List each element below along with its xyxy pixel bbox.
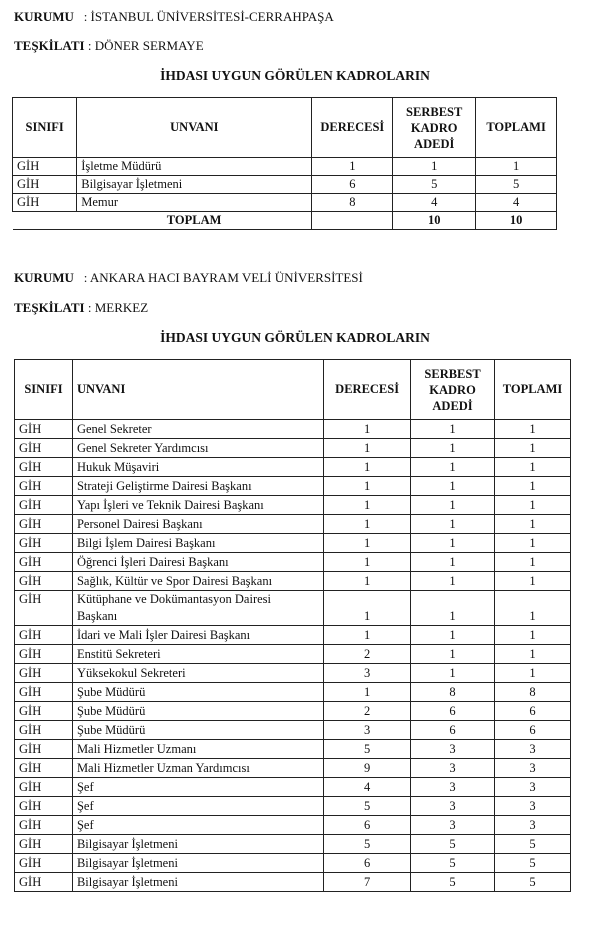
cell-unvani [72,591,323,626]
cell-adet: 1 [411,572,495,591]
cell-derecesi: 2 [324,702,411,721]
table-header-row [13,98,557,158]
cell-toplam: 3 [495,759,571,778]
table-row [15,816,571,835]
cell-adet: 1 [411,664,495,683]
cell-sinifi: GİH [15,458,73,477]
section-title-1: İHDASI UYGUN GÖRÜLEN KADROLARIN [160,68,430,83]
total-derece-blank [312,212,393,230]
table-row [15,534,571,553]
cell-sinifi: GİH [15,420,73,439]
header-adedi: ADEDİ [432,398,473,413]
cell-adet: 5 [411,854,495,873]
cell-unvani: Strateji Geliştirme Dairesi Başkanı [72,477,323,496]
cell-sinifi: GİH [15,740,73,759]
cell-sinifi: GİH [15,797,73,816]
cell-toplam: 1 [495,477,571,496]
cell-derecesi: 6 [324,854,411,873]
cell-unvani: Genel Sekreter [72,420,323,439]
kurumu-label-2: KURUMU [14,270,74,285]
cell-adet: 1 [411,645,495,664]
table-row [15,797,571,816]
table-row [15,835,571,854]
cell-derecesi: 1 [324,553,411,572]
cell-unvani: Personel Dairesi Başkanı [72,515,323,534]
cell-unvani: Genel Sekreter Yardımcısı [72,439,323,458]
cell-sinifi: GİH [13,158,77,176]
cell-adet: 6 [411,721,495,740]
cell-unvani: Enstitü Sekreteri [72,645,323,664]
cell-toplam: 1 [495,664,571,683]
cell-toplam: 3 [495,797,571,816]
header-toplami: TOPLAMI [476,98,557,158]
table-row [15,626,571,645]
cell-derecesi: 1 [324,458,411,477]
total-toplam: 10 [476,212,557,230]
cell-unvani: Yüksekokul Sekreteri [72,664,323,683]
table-row [15,458,571,477]
cell-adet: 5 [411,873,495,892]
cell-derecesi: 1 [324,477,411,496]
kadro-table-2 [14,359,571,892]
header-adedi: ADEDİ [414,136,455,151]
cell-derecesi: 1 [324,572,411,591]
cell-unvani: Şef [72,778,323,797]
cell-unvani: Şube Müdürü [72,702,323,721]
table-row [15,515,571,534]
cell-sinifi: GİH [15,683,73,702]
cell-toplam: 1 [495,553,571,572]
cell-unvani: Sağlık, Kültür ve Spor Dairesi Başkanı [72,572,323,591]
cell-derecesi: 3 [324,721,411,740]
cell-unvani: Şef [72,797,323,816]
cell-adet: 1 [411,496,495,515]
cell-derecesi: 7 [324,873,411,892]
cell-toplam: 3 [495,740,571,759]
cell-sinifi: GİH [15,759,73,778]
cell-sinifi: GİH [15,591,73,626]
cell-derecesi: 1 [324,626,411,645]
cell-derecesi: 4 [324,778,411,797]
header-sinifi: SINIFI [13,98,77,158]
header-kadro: KADRO [410,120,458,135]
cell-unvani: Bilgisayar İşletmeni [72,854,323,873]
cell-derecesi: 1 [324,439,411,458]
cell-toplam: 5 [495,835,571,854]
cell-toplam: 1 [495,439,571,458]
total-blank-cell [13,212,77,230]
cell-adet: 1 [393,158,476,176]
cell-sinifi: GİH [15,645,73,664]
cell-adet: 5 [411,835,495,854]
header-unvani: UNVANI [72,360,323,420]
table-row [15,721,571,740]
kurumu-label-1: KURUMU [14,9,74,24]
table-row [15,645,571,664]
cell-sinifi: GİH [15,702,73,721]
cell-adet: 1 [411,553,495,572]
cell-adet: 1 [411,420,495,439]
cell-sinifi: GİH [15,721,73,740]
table-row [15,553,571,572]
cell-unvani-line-2: Başkanı [76,609,118,623]
table-row [15,778,571,797]
cell-unvani: Bilgisayar İşletmeni [72,835,323,854]
cell-unvani-line-1: Kütüphane ve Dokümantasyon Dairesi [76,592,271,606]
cell-toplam: 1 [476,158,557,176]
section-title-2: İHDASI UYGUN GÖRÜLEN KADROLARIN [160,330,430,345]
cell-unvani: Bilgisayar İşletmeni [77,176,312,194]
table-row [15,439,571,458]
header-sinifi: SINIFI [15,360,73,420]
header-derecesi: DERECESİ [324,360,411,420]
cell-unvani: Şube Müdürü [72,683,323,702]
cell-adet: 4 [393,194,476,212]
cell-adet: 1 [411,477,495,496]
header-serbest-kadro-adedi [411,360,495,420]
table-row [15,702,571,721]
cell-adet: 1 [411,626,495,645]
cell-unvani: Yapı İşleri ve Teknik Dairesi Başkanı [72,496,323,515]
cell-adet: 1 [411,515,495,534]
kurumu-line-1 [14,9,334,25]
cell-toplam: 5 [495,873,571,892]
teskilati-value-1: : DÖNER SERMAYE [87,38,204,53]
cell-toplam: 1 [495,626,571,645]
header-serbest-kadro-adedi [393,98,476,158]
total-label: TOPLAM [77,212,312,230]
cell-derecesi: 1 [324,534,411,553]
cell-unvani: Öğrenci İşleri Dairesi Başkanı [72,553,323,572]
table-row [15,420,571,439]
cell-adet: 1 [411,534,495,553]
cell-toplam: 1 [495,591,571,626]
teskilati-label-1: TEŞKİLATI [14,38,85,53]
cell-derecesi: 1 [324,420,411,439]
cell-toplam: 5 [476,176,557,194]
cell-sinifi: GİH [15,854,73,873]
table-row [15,740,571,759]
cell-derecesi: 3 [324,664,411,683]
table-row [15,664,571,683]
cell-unvani: Memur [77,194,312,212]
cell-unvani: Mali Hizmetler Uzmanı [72,740,323,759]
cell-sinifi: GİH [15,778,73,797]
kurumu-value-2: : ANKARA HACI BAYRAM VELİ ÜNİVERSİTESİ [83,270,363,285]
cell-derecesi: 1 [324,515,411,534]
cell-toplam: 8 [495,683,571,702]
cell-derecesi: 8 [312,194,393,212]
cell-adet: 5 [393,176,476,194]
cell-derecesi: 6 [312,176,393,194]
cell-derecesi: 5 [324,740,411,759]
cell-adet: 6 [411,702,495,721]
cell-derecesi: 5 [324,797,411,816]
cell-derecesi: 1 [324,591,411,626]
cell-derecesi: 6 [324,816,411,835]
table-row [15,477,571,496]
table-row [15,873,571,892]
header-unvani: UNVANI [77,98,312,158]
table-row [15,759,571,778]
cell-derecesi: 9 [324,759,411,778]
cell-toplam: 1 [495,645,571,664]
cell-sinifi: GİH [15,835,73,854]
cell-toplam: 5 [495,854,571,873]
kurumu-line-2 [14,270,363,286]
cell-sinifi: GİH [15,439,73,458]
cell-adet: 8 [411,683,495,702]
cell-derecesi: 1 [312,158,393,176]
table-row [13,158,557,176]
cell-adet: 3 [411,797,495,816]
cell-sinifi: GİH [15,477,73,496]
cell-toplam: 3 [495,778,571,797]
teskilati-label-2: TEŞKİLATI [14,300,85,315]
cell-toplam: 6 [495,702,571,721]
cell-sinifi: GİH [15,534,73,553]
cell-sinifi: GİH [15,553,73,572]
cell-adet: 3 [411,740,495,759]
cell-unvani: Bilgi İşlem Dairesi Başkanı [72,534,323,553]
header-serbest: SERBEST [424,366,481,381]
cell-toplam: 1 [495,420,571,439]
header-kadro: KADRO [429,382,476,397]
header-serbest: SERBEST [406,104,463,119]
table-row [13,194,557,212]
cell-toplam: 1 [495,534,571,553]
table-row [15,572,571,591]
cell-derecesi: 2 [324,645,411,664]
teskilati-value-2: : MERKEZ [87,300,149,315]
cell-sinifi: GİH [13,176,77,194]
cell-adet: 3 [411,816,495,835]
cell-toplam: 1 [495,496,571,515]
cell-sinifi: GİH [15,873,73,892]
cell-toplam: 1 [495,458,571,477]
cell-derecesi: 5 [324,835,411,854]
total-row [13,212,557,230]
cell-unvani: Şef [72,816,323,835]
header-derecesi: DERECESİ [312,98,393,158]
cell-derecesi: 1 [324,683,411,702]
cell-unvani: Bilgisayar İşletmeni [72,873,323,892]
kurumu-value-1: : İSTANBUL ÜNİVERSİTESİ-CERRAHPAŞA [83,9,334,24]
cell-adet: 3 [411,759,495,778]
cell-toplam: 6 [495,721,571,740]
total-adet: 10 [393,212,476,230]
cell-adet: 3 [411,778,495,797]
cell-toplam: 1 [495,515,571,534]
table-row [15,854,571,873]
header-toplami: TOPLAMI [495,360,571,420]
cell-toplam: 4 [476,194,557,212]
cell-sinifi: GİH [15,626,73,645]
cell-unvani: İdari ve Mali İşler Dairesi Başkanı [72,626,323,645]
teskilati-line-1 [14,38,204,54]
table-row [15,591,571,626]
table-row [15,683,571,702]
cell-derecesi: 1 [324,496,411,515]
cell-adet: 1 [411,439,495,458]
cell-unvani: Hukuk Müşaviri [72,458,323,477]
cell-sinifi: GİH [13,194,77,212]
table-row [15,496,571,515]
kadro-table-1 [12,97,557,230]
cell-adet: 1 [411,591,495,626]
cell-sinifi: GİH [15,816,73,835]
cell-unvani: Mali Hizmetler Uzman Yardımcısı [72,759,323,778]
cell-sinifi: GİH [15,572,73,591]
cell-adet: 1 [411,458,495,477]
teskilati-line-2 [14,300,148,316]
cell-unvani: İşletme Müdürü [77,158,312,176]
cell-unvani: Şube Müdürü [72,721,323,740]
cell-toplam: 1 [495,572,571,591]
cell-toplam: 3 [495,816,571,835]
table-header-row [15,360,571,420]
cell-sinifi: GİH [15,664,73,683]
cell-sinifi: GİH [15,515,73,534]
cell-sinifi: GİH [15,496,73,515]
table-row [13,176,557,194]
